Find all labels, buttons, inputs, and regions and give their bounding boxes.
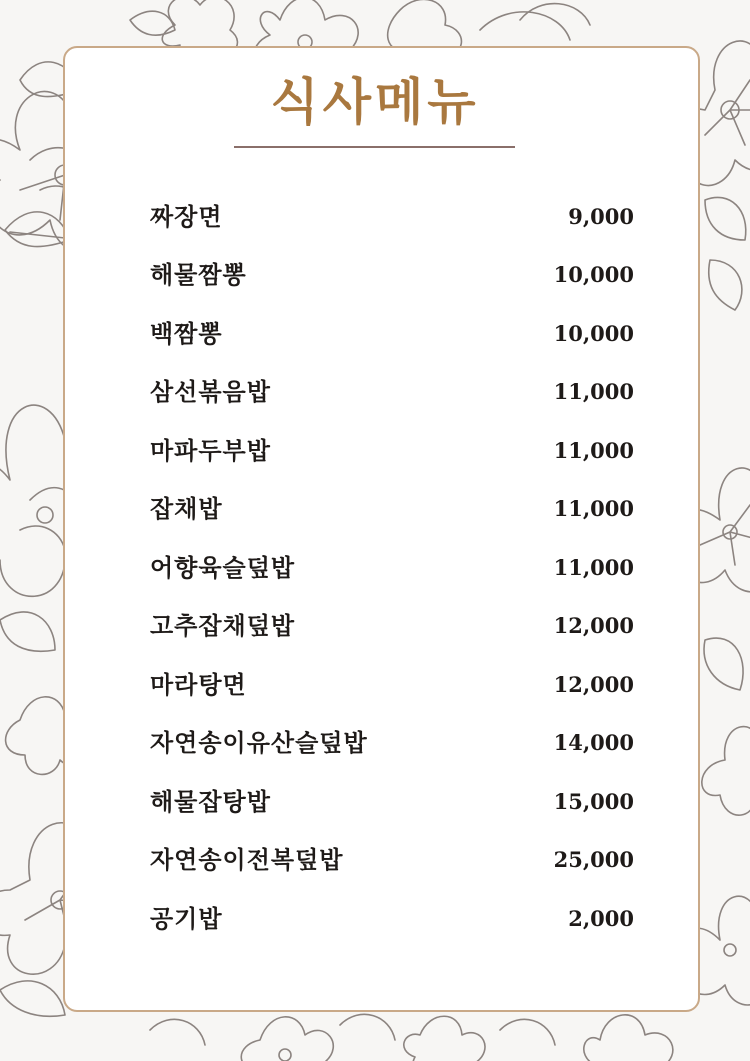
menu-item-name: 삼선볶음밥 [150,378,271,406]
menu-item-name: 공기밥 [150,905,223,933]
page-title: 식사메뉴 [270,73,480,131]
menu-item [150,606,634,646]
menu-item [150,372,634,412]
menu-item [150,548,634,588]
menu-item-price: 14,000 [553,730,634,755]
menu-item [150,665,634,705]
menu-item [150,782,634,822]
menu-item-name: 백짬뽕 [150,320,223,348]
menu-item-price: 12,000 [553,672,634,697]
menu-item-price: 2,000 [568,906,634,931]
menu-item-price: 11,000 [553,379,634,404]
menu-item-name: 자연송이전복덮밥 [150,846,344,874]
menu-item-price: 15,000 [553,789,634,814]
menu-item-name: 자연송이유산슬덮밥 [150,729,368,757]
menu-item-price: 11,000 [553,555,634,580]
menu-item-name: 고추잡채덮밥 [150,612,296,640]
menu-item-name: 해물짬뽕 [150,261,247,289]
menu-item-price: 10,000 [553,321,634,346]
menu-item-price: 25,000 [553,847,634,872]
menu-item-name: 짜장면 [150,203,223,231]
menu-item-price: 10,000 [553,262,634,287]
menu-item-price: 11,000 [553,438,634,463]
menu-item [150,197,634,237]
menu-item-price: 11,000 [553,496,634,521]
menu-item [150,723,634,763]
menu-item [150,431,634,471]
menu-item-name: 해물잡탕밥 [150,788,271,816]
title-divider [234,146,515,148]
menu-item-name: 마파두부밥 [150,437,271,465]
menu-item [150,489,634,529]
menu-item [150,899,634,939]
menu-item [150,255,634,295]
menu-item-price: 12,000 [553,613,634,638]
menu-item [150,840,634,880]
menu-item [150,314,634,354]
menu-item-name: 잡채밥 [150,495,223,523]
menu-item-name: 어향육슬덮밥 [150,554,296,582]
menu-item-price: 9,000 [568,204,634,229]
menu-item-name: 마라탕면 [150,671,247,699]
